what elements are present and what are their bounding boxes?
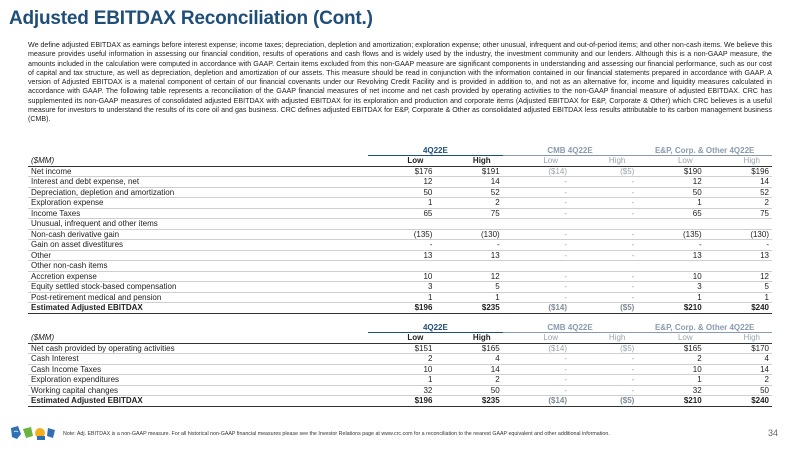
high-header: High [705, 156, 772, 167]
row-value [705, 261, 772, 272]
row-value [435, 261, 502, 272]
total-value: $235 [435, 396, 502, 407]
row-value: - [637, 240, 704, 251]
row-value [570, 261, 637, 272]
row-value: 10 [637, 364, 704, 375]
row-value: - [503, 271, 570, 282]
row-value: 13 [637, 250, 704, 261]
row-value: - [570, 375, 637, 386]
row-value: $176 [368, 166, 435, 177]
total-value: ($14) [503, 396, 570, 407]
total-value: $210 [637, 303, 704, 314]
row-value: - [570, 271, 637, 282]
row-value: 52 [705, 187, 772, 198]
row-value: 1 [637, 198, 704, 209]
row-label: Cash Interest [28, 354, 368, 365]
table-row [28, 354, 772, 365]
row-value: - [570, 282, 637, 293]
row-value: - [503, 292, 570, 303]
total-value: $235 [435, 303, 502, 314]
row-value: - [705, 240, 772, 251]
row-value: 4 [705, 354, 772, 365]
row-value: 2 [637, 354, 704, 365]
row-label: Gain on asset divestitures [28, 240, 368, 251]
total-value: $196 [368, 396, 435, 407]
row-value: ($5) [570, 166, 637, 177]
row-label: Accretion expense [28, 271, 368, 282]
row-label: Other non-cash items [28, 261, 368, 272]
row-value: - [503, 250, 570, 261]
table-row [28, 187, 772, 198]
row-value: 10 [368, 364, 435, 375]
total-value: $196 [368, 303, 435, 314]
row-label: Net income [28, 166, 368, 177]
low-header: Low [368, 333, 435, 344]
row-value: - [570, 177, 637, 188]
low-header: Low [503, 156, 570, 167]
table-row [28, 198, 772, 209]
table-row [28, 282, 772, 293]
row-value: - [570, 229, 637, 240]
row-value: 5 [435, 282, 502, 293]
row-label: Income Taxes [28, 208, 368, 219]
row-value: - [503, 375, 570, 386]
total-value: ($5) [570, 303, 637, 314]
row-value: ($5) [570, 343, 637, 354]
row-value: (130) [705, 229, 772, 240]
row-value: - [570, 240, 637, 251]
row-value [503, 261, 570, 272]
row-label: Equity settled stock-based compensation [28, 282, 368, 293]
row-value [637, 219, 704, 230]
row-value: $196 [705, 166, 772, 177]
high-header: High [435, 333, 502, 344]
row-value: $191 [435, 166, 502, 177]
net-income-reconciliation-table [28, 145, 772, 314]
row-value [570, 219, 637, 230]
row-value: - [570, 208, 637, 219]
row-value: 13 [705, 250, 772, 261]
row-label: Other [28, 250, 368, 261]
row-value [435, 219, 502, 230]
row-label: Post-retirement medical and pension [28, 292, 368, 303]
row-value: 1 [368, 292, 435, 303]
row-value: 3 [637, 282, 704, 293]
row-value: 32 [368, 385, 435, 396]
row-value: - [503, 198, 570, 209]
high-header: High [570, 156, 637, 167]
row-value: ($14) [503, 343, 570, 354]
row-value [705, 219, 772, 230]
total-value: $210 [637, 396, 704, 407]
row-value: - [503, 385, 570, 396]
total-value: ($5) [570, 396, 637, 407]
row-value: - [435, 240, 502, 251]
crc-logo [9, 424, 57, 444]
row-value: (135) [368, 229, 435, 240]
row-label: Interest and debt expense, net [28, 177, 368, 188]
row-value: - [570, 187, 637, 198]
row-value: 32 [637, 385, 704, 396]
row-label: Exploration expenditures [28, 375, 368, 386]
row-value: 50 [705, 385, 772, 396]
table-row [28, 250, 772, 261]
row-value: - [503, 187, 570, 198]
row-value: 10 [368, 271, 435, 282]
column-header-row [28, 333, 772, 344]
intro-paragraph: We define adjusted EBITDAX as earnings before interest expense; income taxes; depreciation, depletion and amortization; exploration expense; other unusual, infrequent and out-of-period items; and other non-cash items. We believe this measure provides useful information in assessing our financial condition, results of operations and cash flows and is widely used by the industry, the investment community and our lenders. Although this is a non-GAAP measure, the amounts included in the calculation were computed in accordance with GAAP. Certain items excluded from this non-GAAP measure are significant components in understanding and assessing our financial performance, such as our cost of capital and tax structure, as well as depreciation, depletion and amortization of our assets. This measure should be read in conjunction with the information contained in our financial statements prepared in accordance with GAAP. A version of Adjusted EBITDAX is a material component of certain of our financial covenants under our Revolving Credit Facility and is provided in addition to, and not as an alternative for, income and liquidity measures calculated in accordance with GAAP. The following table represents a reconciliation of the GAAP financial measures of net income and net cash provided by operating activities to the non-GAAP financial measure of adjusted EBITDAX. CRC has supplemented its non-GAAP measures of consolidated adjusted EBITDAX with adjusted EBITDAX for its exploration and production and corporate items (Adjusted EBITDAX for E&P, Corporate & Other) which CRC believes is a useful measure for investors to understand the results of its core oil and gas business. CRC defines adjusted EBITDAX for E&P, Corporate & Other as consolidated adjusted EBITDAX less results attributable to its carbon management business (CMB). [28, 41, 772, 124]
column-group-label: E&P, Corp. & Other 4Q22E [637, 322, 772, 333]
row-value: - [570, 364, 637, 375]
row-label: Unusual, infrequent and other items [28, 219, 368, 230]
row-value: - [503, 229, 570, 240]
row-value: $151 [368, 343, 435, 354]
row-value: 5 [705, 282, 772, 293]
row-value: 14 [435, 364, 502, 375]
row-value: $165 [435, 343, 502, 354]
blank-cell [28, 145, 368, 156]
row-value [637, 261, 704, 272]
row-value: 10 [637, 271, 704, 282]
row-value: 3 [368, 282, 435, 293]
row-value: - [503, 177, 570, 188]
page-number: 34 [767, 428, 778, 438]
table-row [28, 343, 772, 354]
row-value: - [570, 250, 637, 261]
table-row [28, 177, 772, 188]
row-value: - [570, 354, 637, 365]
table-row [28, 240, 772, 251]
row-label: Depreciation, depletion and amortization [28, 187, 368, 198]
table-row [28, 229, 772, 240]
row-value: 13 [368, 250, 435, 261]
table-row [28, 261, 772, 272]
row-value [503, 219, 570, 230]
column-header-row [28, 156, 772, 167]
row-label: Exploration expense [28, 198, 368, 209]
row-value: 52 [435, 187, 502, 198]
row-label: Net cash provided by operating activities [28, 343, 368, 354]
row-value: 1 [705, 292, 772, 303]
low-header: Low [637, 156, 704, 167]
blank-cell [28, 322, 368, 333]
row-value: 1 [435, 292, 502, 303]
total-label: Estimated Adjusted EBITDAX [28, 396, 368, 407]
total-label: Estimated Adjusted EBITDAX [28, 303, 368, 314]
row-value: - [503, 354, 570, 365]
row-value: - [368, 240, 435, 251]
row-value: - [503, 364, 570, 375]
row-value: - [503, 208, 570, 219]
total-value: ($14) [503, 303, 570, 314]
unit-label: ($MM) [28, 156, 368, 167]
row-value: 2 [435, 198, 502, 209]
row-value: 1 [368, 198, 435, 209]
total-row [28, 396, 772, 407]
total-value: $240 [705, 303, 772, 314]
row-value: 75 [435, 208, 502, 219]
row-label: Non-cash derivative gain [28, 229, 368, 240]
row-value: 12 [637, 177, 704, 188]
row-value: - [570, 198, 637, 209]
table-row [28, 364, 772, 375]
table-row [28, 292, 772, 303]
row-value: 50 [637, 187, 704, 198]
row-label: Working capital changes [28, 385, 368, 396]
high-header: High [435, 156, 502, 167]
high-header: High [570, 333, 637, 344]
column-group-label: CMB 4Q22E [503, 322, 638, 333]
column-group-header [28, 322, 772, 333]
row-value: 14 [705, 364, 772, 375]
row-value: 12 [705, 271, 772, 282]
column-group-label: E&P, Corp. & Other 4Q22E [637, 145, 772, 156]
row-value: 50 [435, 385, 502, 396]
slide-title: Adjusted EBITDAX Reconciliation (Cont.) [9, 8, 373, 29]
table-row [28, 271, 772, 282]
row-value: 2 [705, 198, 772, 209]
row-value: $165 [637, 343, 704, 354]
row-value: 4 [435, 354, 502, 365]
row-label: Cash Income Taxes [28, 364, 368, 375]
row-value: - [570, 385, 637, 396]
column-group-label: 4Q22E [368, 322, 503, 333]
row-value: $190 [637, 166, 704, 177]
row-value: 50 [368, 187, 435, 198]
low-header: Low [368, 156, 435, 167]
row-value: 14 [435, 177, 502, 188]
row-value: 1 [368, 375, 435, 386]
row-value: 2 [368, 354, 435, 365]
low-header: Low [503, 333, 570, 344]
row-value: 1 [637, 375, 704, 386]
unit-label: ($MM) [28, 333, 368, 344]
row-value: (135) [637, 229, 704, 240]
row-value [368, 219, 435, 230]
total-row [28, 303, 772, 314]
column-group-header [28, 145, 772, 156]
row-value: - [503, 282, 570, 293]
table-row [28, 166, 772, 177]
row-value: 14 [705, 177, 772, 188]
row-value: - [570, 292, 637, 303]
row-value: $170 [705, 343, 772, 354]
high-header: High [705, 333, 772, 344]
column-group-label: 4Q22E [368, 145, 503, 156]
footnote: Note: Adj. EBITDAX is a non-GAAP measure. For all historical non-GAAP financial measures please see the Investor Relations page at www.crc.com for a reconciliation to the nearest GAAP equivalent and other additional information. [63, 431, 610, 437]
row-value: (130) [435, 229, 502, 240]
row-value: 65 [637, 208, 704, 219]
table-row [28, 208, 772, 219]
row-value: 12 [368, 177, 435, 188]
row-value: - [503, 240, 570, 251]
table-row [28, 219, 772, 230]
total-value: $240 [705, 396, 772, 407]
row-value: 1 [637, 292, 704, 303]
operating-cash-reconciliation-table [28, 322, 772, 407]
table-row [28, 375, 772, 386]
row-value [368, 261, 435, 272]
row-value: 12 [435, 271, 502, 282]
row-value: 65 [368, 208, 435, 219]
row-value: 13 [435, 250, 502, 261]
row-value: 2 [705, 375, 772, 386]
row-value: ($14) [503, 166, 570, 177]
table-row [28, 385, 772, 396]
row-value: 2 [435, 375, 502, 386]
low-header: Low [637, 333, 704, 344]
column-group-label: CMB 4Q22E [503, 145, 638, 156]
row-value: 75 [705, 208, 772, 219]
